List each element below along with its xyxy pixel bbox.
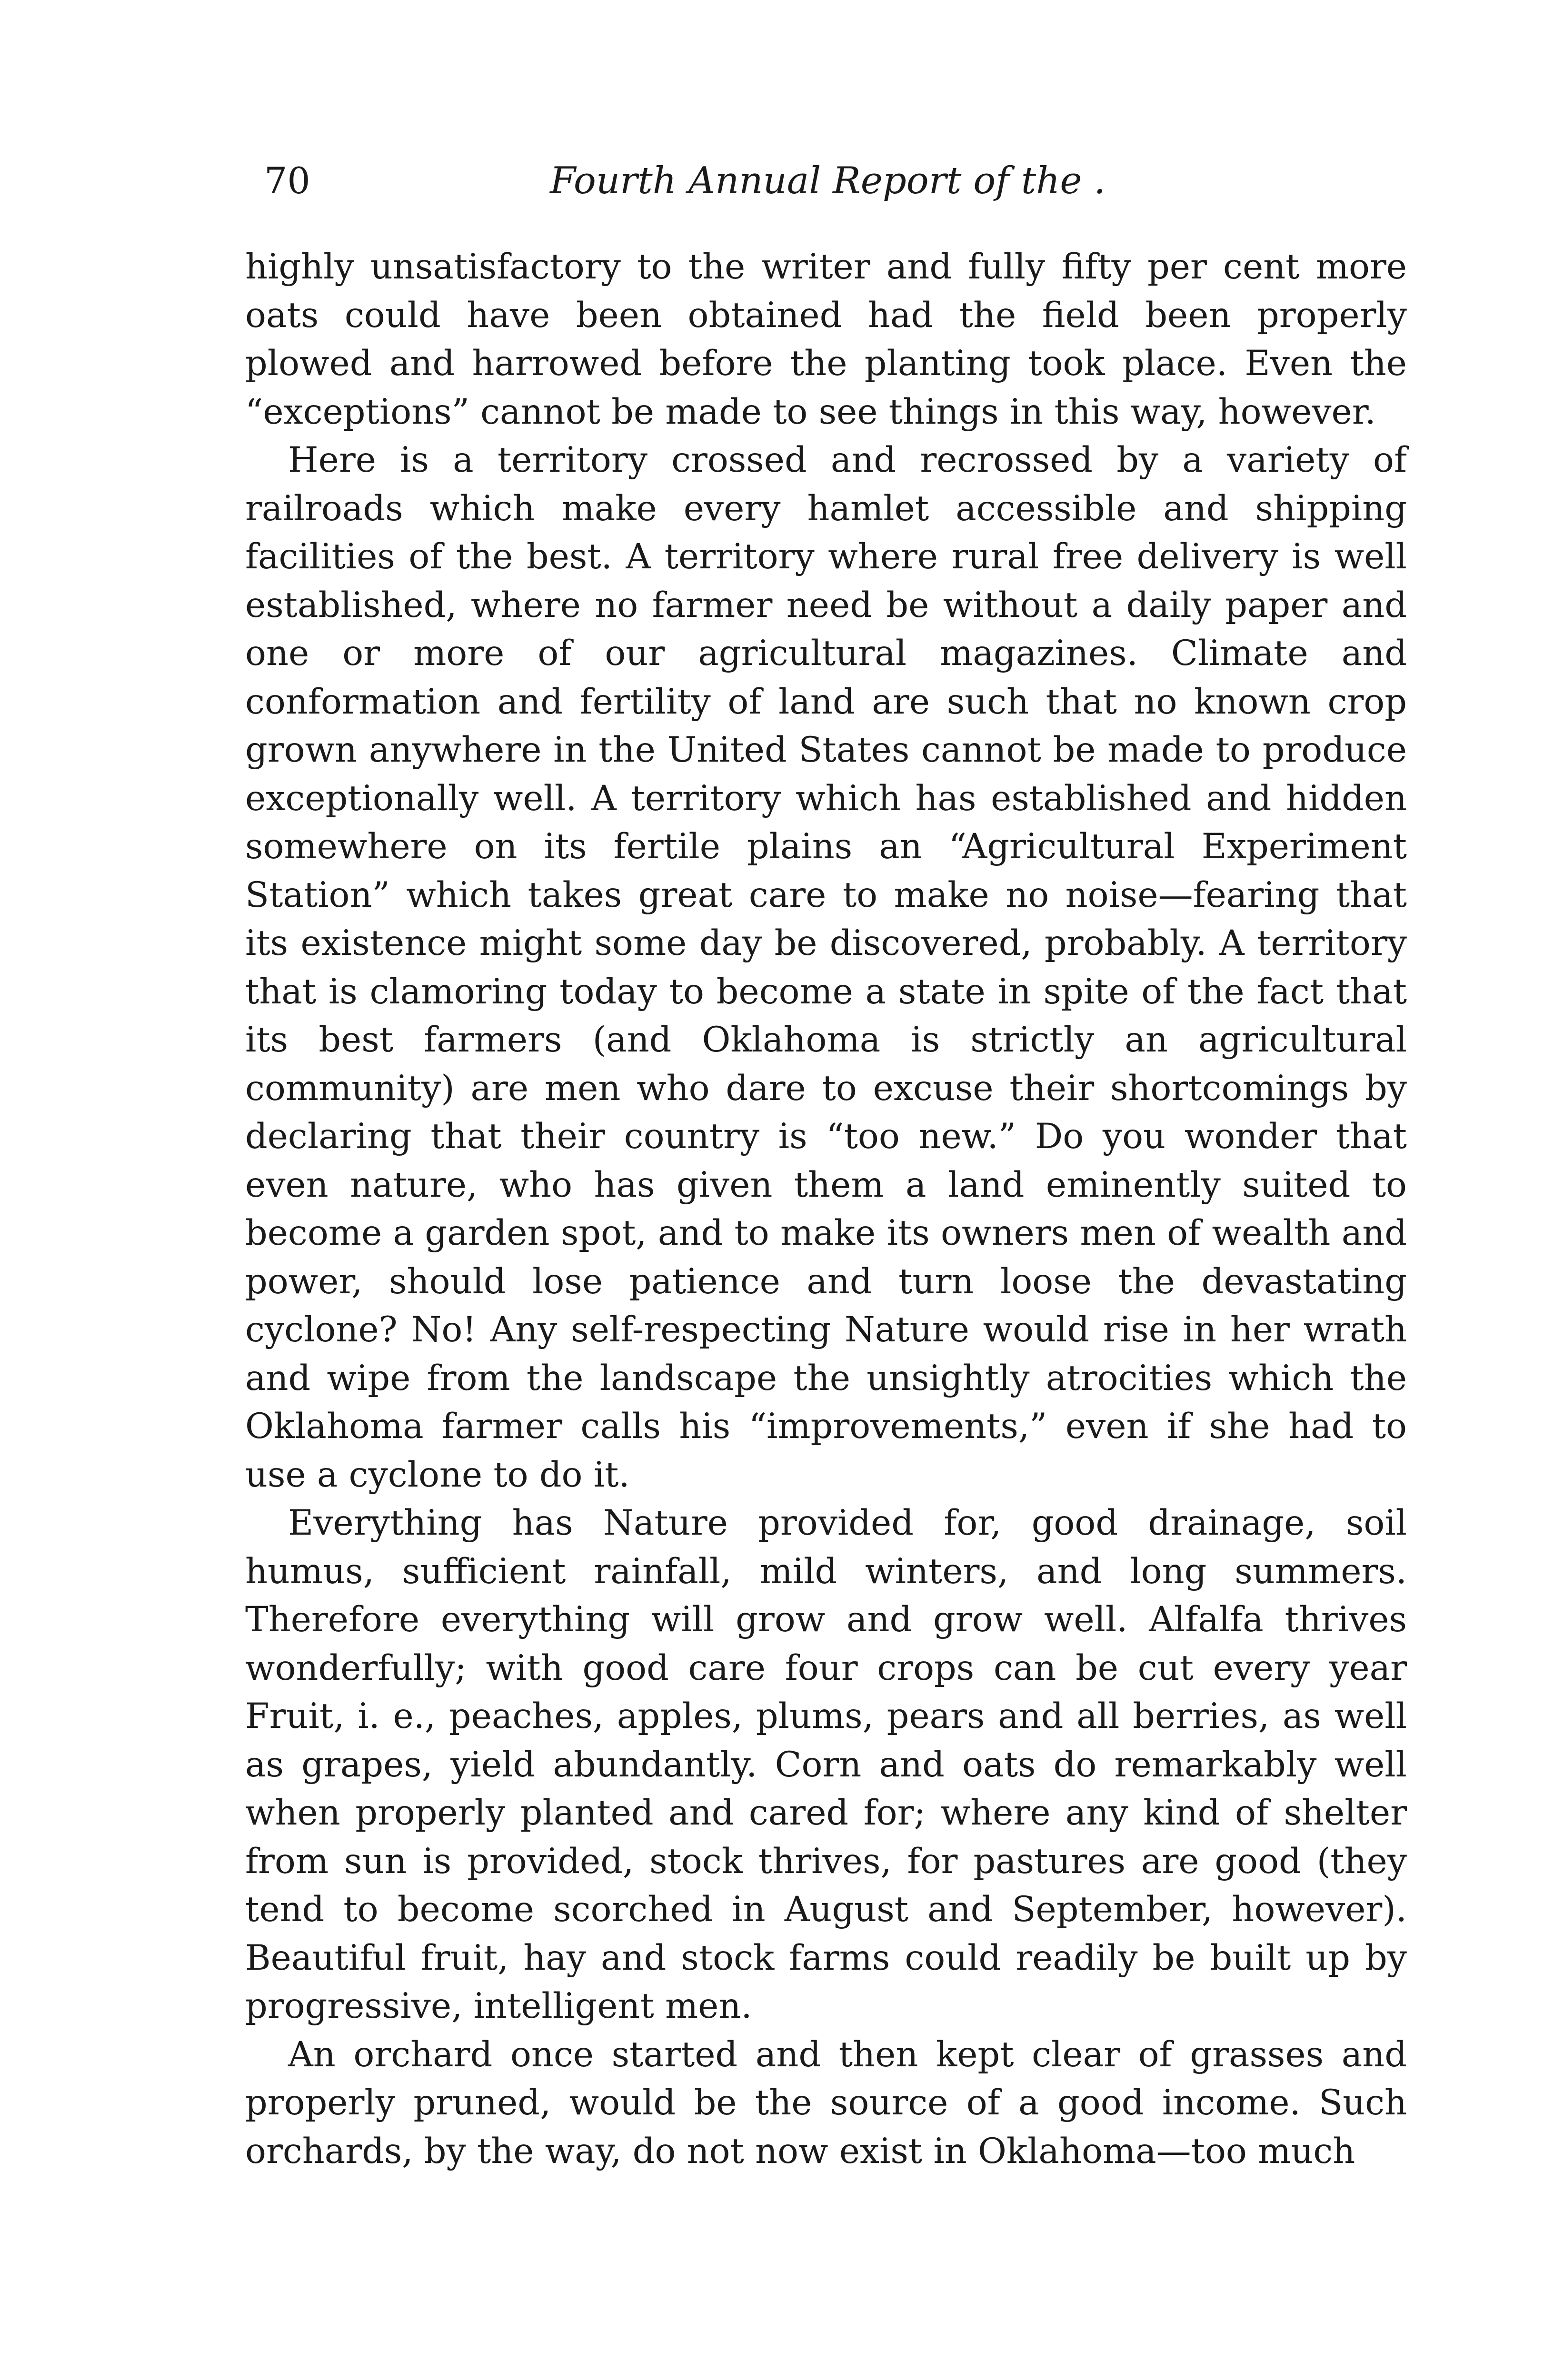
running-title: Fourth Annual Report of the . (550, 159, 1106, 202)
page-number: 70 (264, 159, 310, 202)
running-head (264, 157, 1202, 209)
paragraph-orchard: An orchard once started and then kept clear of grasses and properly pruned, would be the source of a good income. Such orchards, by the way, do not now exist in Oklahoma—too much (245, 2034, 1407, 2172)
paragraph-territory: Here is a territory crossed and recrossed by a variety of railroads which make every hamlet accessible and shipping facilities of the best. A territory where rural free delivery is well established, where no farmer need be without a daily paper and one or more of our agricultural magazines. Climate and conformation and fertility of land are such that no known crop grown anywhere in the United States cannot be made to produce exceptionally well. A territory which has established and hidden somewhere on its fertile plains an “Agricultural Experiment Station” which takes great care to make no noise—fearing that its existence might some day be discovered, probably. A territory that is clamoring today to become a state in spite of the fact that its best farmers (and Oklahoma is strictly an agricultural community) are men who dare to excuse their shortcomings by declaring that their country is “too new.” Do you wonder that even nature, who has given them a land eminently suited to become a garden spot, and to make its owners men of wealth and power, should lose patience and turn loose the devastating cyclone? No! Any self-respecting Nature would rise in her wrath and wipe from the landscape the unsightly atrocities which the Oklahoma farmer calls his “improvements,” even if she had to use a cyclone to do it. (245, 440, 1407, 1495)
paragraph-nature-provided: Everything has Nature provided for, good drainage, soil humus, sufficient rainfall, mild winters, and long summers. Therefore everything will grow and grow well. Alfalfa thrives wonderfully; with good care four crops can be cut every year Fruit, i. e., peaches, apples, plums, pears and all berries, as well as grapes, yield abundantly. Corn and oats do remarkably well when properly planted and cared for; where any kind of shelter from sun is provided, stock thrives, for pastures are good (they tend to become scorched in August and September, however). Beautiful fruit, hay and stock farms could readily be built up by progressive, intelligent men. (245, 1503, 1407, 2026)
paragraph-continued: highly unsatisfactory to the writer and fully fifty per cent more oats could have been obtained had the field been properly plowed and harrowed before the planting took place. Even the “exceptions” cannot be made to see things in this way, however. (245, 247, 1407, 432)
body-text (245, 243, 1407, 2175)
